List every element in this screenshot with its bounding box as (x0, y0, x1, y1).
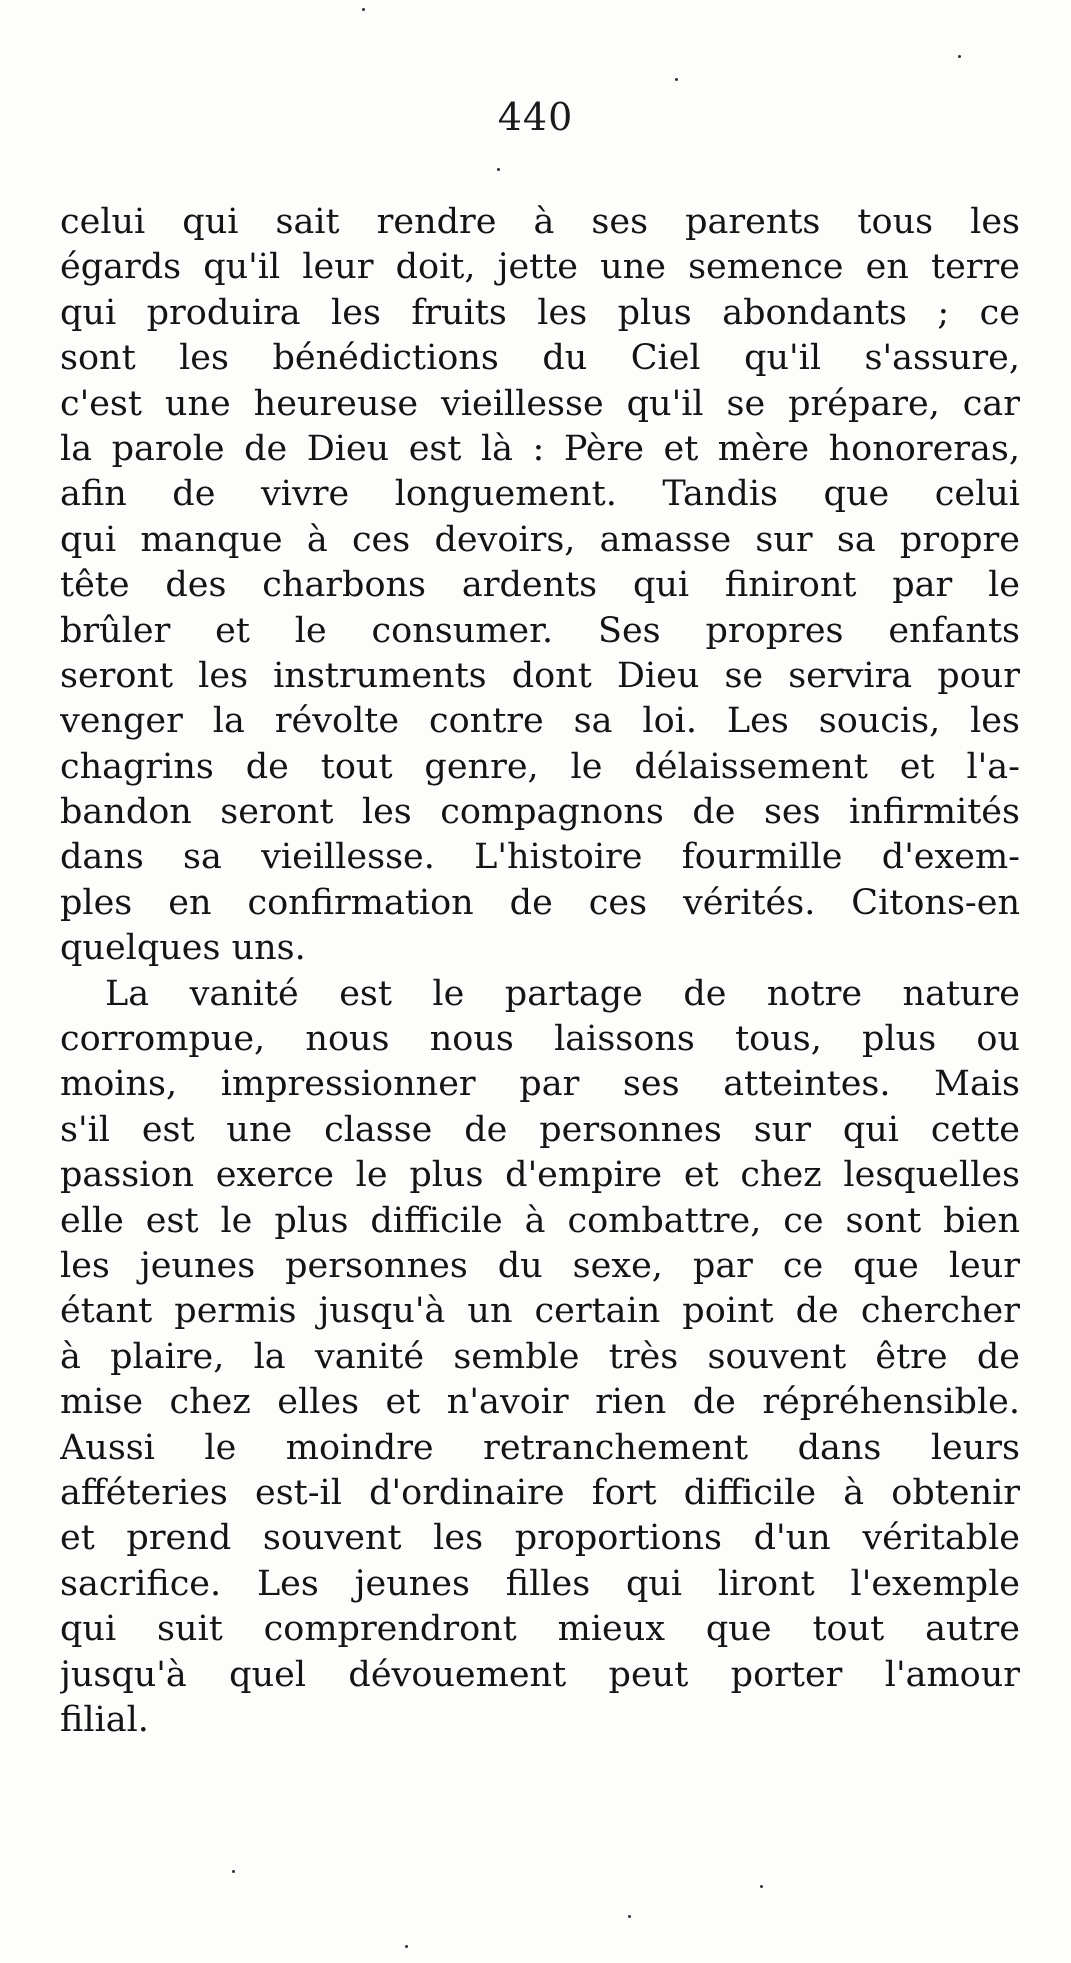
text-line: et prend souvent les proportions d'un véritable (60, 1518, 1020, 1559)
body-text (60, 200, 1020, 1743)
text-line: mise chez elles et n'avoir rien de répréhensible. (60, 1382, 1020, 1423)
text-line: celui qui sait rendre à ses parents tous les (60, 202, 1020, 242)
text-line: quelques uns. (60, 928, 306, 969)
text-line: brûler et le consumer. Ses propres enfants (60, 610, 1020, 651)
text-line: égards qu'il leur doit, jette une semence en terre (60, 247, 1020, 288)
text-line: qui suit comprendront mieux que tout autre (60, 1609, 1020, 1650)
scan-speck (232, 1870, 235, 1873)
text-line: venger la révolte contre sa loi. Les soucis, les (60, 701, 1020, 742)
text-line: passion exerce le plus d'empire et chez lesquelles (60, 1155, 1020, 1196)
text-line: jusqu'à quel dévouement peut porter l'amour (60, 1654, 1020, 1695)
text-line: les jeunes personnes du sexe, par ce que leur (60, 1245, 1020, 1286)
text-line: bandon seront les compagnons de ses infirmités (60, 792, 1020, 833)
scan-speck (497, 168, 500, 171)
text-line: Aussi le moindre retranchement dans leurs (60, 1427, 1020, 1468)
scan-speck (405, 1945, 408, 1948)
text-line: sacrifice. Les jeunes filles qui liront l'exemple (60, 1563, 1020, 1604)
scan-speck (958, 55, 961, 58)
scan-speck (760, 1885, 763, 1888)
text-line: s'il est une classe de personnes sur qui cette (60, 1109, 1020, 1150)
text-line: elle est le plus difficile à combattre, ce sont bien (60, 1200, 1020, 1241)
scan-speck (675, 78, 678, 81)
text-line: qui produira les fruits les plus abondants ; ce (60, 292, 1020, 333)
text-line: qui manque à ces devoirs, amasse sur sa propre (60, 519, 1020, 560)
text-line: sont les bénédictions du Ciel qu'il s'assure, (60, 338, 1020, 379)
text-line: afféteries est-il d'ordinaire fort difficile à obtenir (60, 1472, 1020, 1513)
text-line: seront les instruments dont Dieu se servira pour (60, 655, 1020, 696)
text-line: La vanité est le partage de notre nature (105, 973, 1020, 1014)
text-line: la parole de Dieu est là : Père et mère honoreras, (60, 428, 1020, 469)
text-line: moins, impressionner par ses atteintes. Mais (60, 1064, 1020, 1105)
text-line: afin de vivre longuement. Tandis que celui (60, 474, 1020, 515)
text-line: dans sa vieillesse. L'histoire fourmille d'exem- (60, 837, 1020, 878)
text-line: filial. (60, 1699, 149, 1740)
page-number: 440 (497, 95, 574, 139)
scan-speck (362, 8, 365, 11)
scan-speck (628, 1915, 631, 1918)
text-line: corrompue, nous nous laissons tous, plus ou (60, 1019, 1020, 1060)
text-line: c'est une heureuse vieillesse qu'il se prépare, car (60, 383, 1020, 424)
text-line: étant permis jusqu'à un certain point de chercher (60, 1291, 1020, 1332)
text-line: à plaire, la vanité semble très souvent être de (60, 1336, 1020, 1377)
text-line: chagrins de tout genre, le délaissement et l'a- (60, 746, 1020, 787)
text-line: ples en confirmation de ces vérités. Citons-en (60, 882, 1020, 923)
text-line: tête des charbons ardents qui finiront par le (60, 565, 1020, 606)
